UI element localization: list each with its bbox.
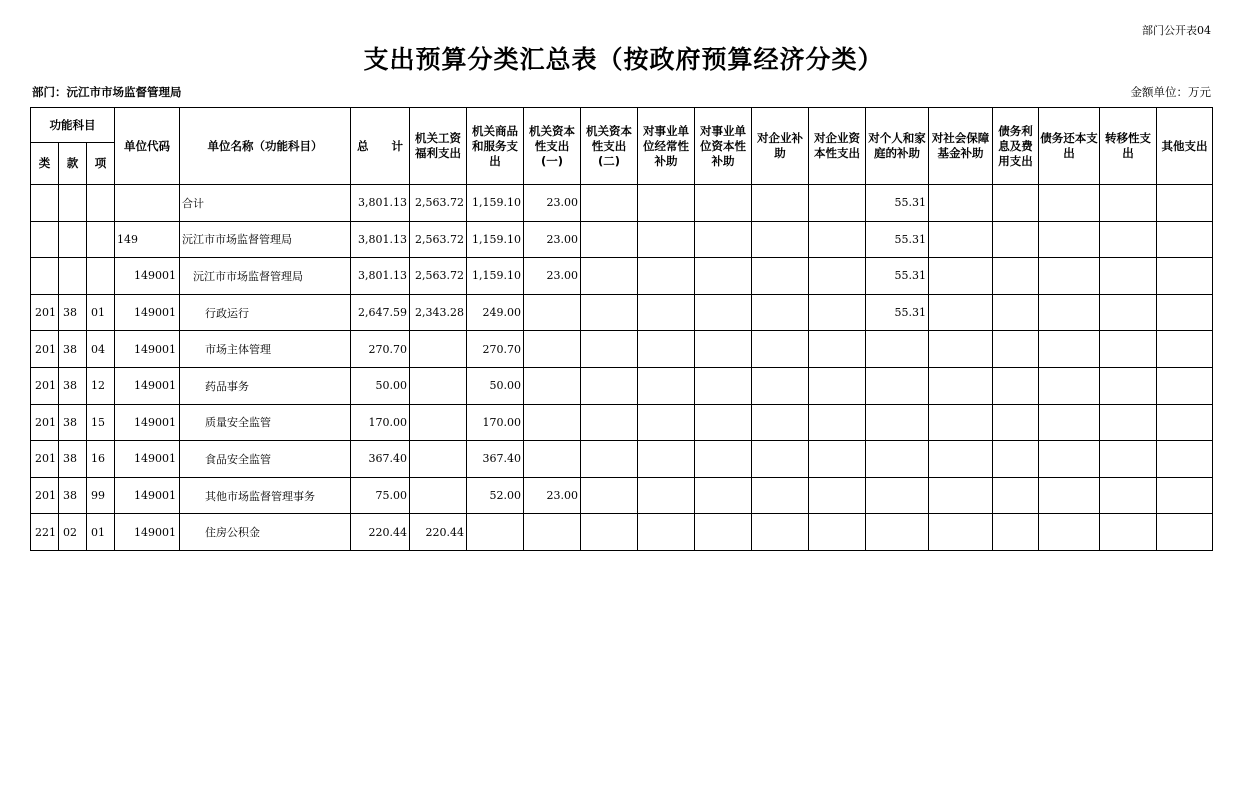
cell-lei: 201: [31, 404, 59, 441]
form-number: 部门公开表04: [1142, 24, 1211, 37]
cell-debt-repay: [1039, 221, 1100, 258]
cell-goods: 50.00: [467, 367, 524, 404]
cell-social: [929, 294, 993, 331]
cell-ent-subsidy: [752, 185, 809, 222]
cell-lei: 201: [31, 367, 59, 404]
cell-unit-code: 149001: [115, 441, 180, 478]
cell-inst-capital: [695, 331, 752, 368]
table-row: [31, 404, 1213, 441]
cell-ent-capital: [809, 367, 866, 404]
cell-debt-interest: [993, 514, 1039, 551]
cell-other: [1157, 258, 1213, 295]
cell-goods: 1,159.10: [467, 258, 524, 295]
cell-capital2: [581, 331, 638, 368]
cell-kuan: 38: [59, 404, 87, 441]
cell-social: [929, 185, 993, 222]
cell-inst-capital: [695, 514, 752, 551]
cell-capital1: [524, 331, 581, 368]
table-row: [31, 514, 1213, 551]
cell-unit-code: 149001: [115, 331, 180, 368]
cell-capital1: [524, 441, 581, 478]
header-goods: 机关商品和服务支出: [467, 108, 524, 185]
cell-debt-interest: [993, 221, 1039, 258]
cell-unit-name: 沅江市市场监督管理局: [180, 258, 351, 295]
cell-debt-repay: [1039, 477, 1100, 514]
cell-debt-interest: [993, 404, 1039, 441]
cell-unit-name: 合计: [180, 185, 351, 222]
cell-unit-name: 食品安全监管: [180, 441, 351, 478]
cell-goods: 367.40: [467, 441, 524, 478]
cell-ent-subsidy: [752, 367, 809, 404]
cell-capital2: [581, 514, 638, 551]
cell-debt-repay: [1039, 367, 1100, 404]
cell-capital2: [581, 367, 638, 404]
cell-capital2: [581, 258, 638, 295]
header-personal: 对个人和家庭的补助: [866, 108, 929, 185]
cell-unit-name: 行政运行: [180, 294, 351, 331]
cell-goods: 1,159.10: [467, 185, 524, 222]
cell-total: 75.00: [351, 477, 410, 514]
cell-inst-operating: [638, 294, 695, 331]
cell-transfer: [1100, 404, 1157, 441]
cell-social: [929, 404, 993, 441]
cell-other: [1157, 185, 1213, 222]
cell-transfer: [1100, 441, 1157, 478]
cell-lei: 201: [31, 331, 59, 368]
header-lei: 类: [31, 143, 59, 185]
cell-unit-code: 149001: [115, 477, 180, 514]
cell-total: 170.00: [351, 404, 410, 441]
cell-kuan: [59, 258, 87, 295]
cell-capital1: [524, 367, 581, 404]
cell-total: 50.00: [351, 367, 410, 404]
cell-social: [929, 477, 993, 514]
cell-personal: 55.31: [866, 294, 929, 331]
cell-unit-code: 149001: [115, 514, 180, 551]
header-transfer: 转移性支出: [1100, 108, 1157, 185]
cell-ent-capital: [809, 404, 866, 441]
cell-ent-subsidy: [752, 441, 809, 478]
cell-lei: [31, 221, 59, 258]
cell-debt-repay: [1039, 185, 1100, 222]
cell-ent-capital: [809, 221, 866, 258]
cell-debt-repay: [1039, 514, 1100, 551]
cell-unit-name: 住房公积金: [180, 514, 351, 551]
cell-inst-operating: [638, 367, 695, 404]
cell-xiang: 16: [87, 441, 115, 478]
cell-debt-interest: [993, 185, 1039, 222]
cell-goods: 52.00: [467, 477, 524, 514]
cell-social: [929, 441, 993, 478]
cell-inst-capital: [695, 367, 752, 404]
cell-ent-subsidy: [752, 514, 809, 551]
cell-kuan: 38: [59, 331, 87, 368]
cell-transfer: [1100, 514, 1157, 551]
cell-kuan: 38: [59, 367, 87, 404]
cell-unit-name: 其他市场监督管理事务: [180, 477, 351, 514]
cell-debt-interest: [993, 441, 1039, 478]
header-social: 对社会保障基金补助: [929, 108, 993, 185]
cell-goods: 270.70: [467, 331, 524, 368]
cell-lei: [31, 185, 59, 222]
header-func-subject: 功能科目: [31, 108, 115, 143]
cell-xiang: 12: [87, 367, 115, 404]
cell-total: 3,801.13: [351, 185, 410, 222]
cell-debt-repay: [1039, 404, 1100, 441]
cell-other: [1157, 331, 1213, 368]
cell-capital2: [581, 185, 638, 222]
cell-ent-capital: [809, 294, 866, 331]
cell-capital2: [581, 294, 638, 331]
cell-total: 367.40: [351, 441, 410, 478]
cell-salary: [410, 441, 467, 478]
cell-salary: 2,343.28: [410, 294, 467, 331]
cell-inst-operating: [638, 221, 695, 258]
cell-ent-capital: [809, 477, 866, 514]
cell-xiang: 99: [87, 477, 115, 514]
cell-inst-operating: [638, 477, 695, 514]
header-unit-code: 单位代码: [115, 108, 180, 185]
cell-xiang: [87, 258, 115, 295]
cell-goods: 1,159.10: [467, 221, 524, 258]
cell-ent-subsidy: [752, 331, 809, 368]
cell-personal: [866, 441, 929, 478]
cell-unit-code: 149001: [115, 404, 180, 441]
header-ent-subsidy: 对企业补助: [752, 108, 809, 185]
cell-kuan: 38: [59, 441, 87, 478]
cell-xiang: [87, 221, 115, 258]
cell-kuan: [59, 185, 87, 222]
cell-unit-code: 149: [115, 221, 180, 258]
cell-debt-interest: [993, 294, 1039, 331]
cell-unit-name: 市场主体管理: [180, 331, 351, 368]
cell-personal: 55.31: [866, 221, 929, 258]
cell-xiang: 01: [87, 514, 115, 551]
cell-personal: [866, 331, 929, 368]
cell-unit-code: 149001: [115, 294, 180, 331]
cell-inst-capital: [695, 221, 752, 258]
cell-ent-subsidy: [752, 258, 809, 295]
cell-total: 3,801.13: [351, 221, 410, 258]
cell-social: [929, 367, 993, 404]
cell-capital1: [524, 404, 581, 441]
cell-personal: [866, 404, 929, 441]
cell-salary: [410, 404, 467, 441]
cell-ent-subsidy: [752, 294, 809, 331]
cell-ent-capital: [809, 331, 866, 368]
cell-unit-name: 沅江市市场监督管理局: [180, 221, 351, 258]
table-row: [31, 294, 1213, 331]
table-row: [31, 221, 1213, 258]
cell-inst-operating: [638, 514, 695, 551]
cell-kuan: 38: [59, 477, 87, 514]
cell-salary: [410, 367, 467, 404]
cell-inst-capital: [695, 185, 752, 222]
cell-inst-operating: [638, 185, 695, 222]
header-capital2: 机关资本性支出(二): [581, 108, 638, 185]
department-label: 部门：沅江市市场监督管理局: [32, 85, 182, 99]
cell-salary: [410, 331, 467, 368]
cell-capital1: 23.00: [524, 258, 581, 295]
cell-goods: 249.00: [467, 294, 524, 331]
table-row: [31, 258, 1213, 295]
cell-social: [929, 331, 993, 368]
cell-xiang: 01: [87, 294, 115, 331]
header-unit-name: 单位名称（功能科目）: [180, 108, 351, 185]
cell-ent-capital: [809, 441, 866, 478]
cell-other: [1157, 367, 1213, 404]
cell-other: [1157, 404, 1213, 441]
cell-personal: [866, 367, 929, 404]
cell-ent-capital: [809, 258, 866, 295]
cell-ent-capital: [809, 514, 866, 551]
table-row: [31, 185, 1213, 222]
header-kuan: 款: [59, 143, 87, 185]
cell-debt-repay: [1039, 331, 1100, 368]
cell-debt-interest: [993, 331, 1039, 368]
header-ent-capital: 对企业资本性支出: [809, 108, 866, 185]
header-other: 其他支出: [1157, 108, 1213, 185]
cell-personal: 55.31: [866, 258, 929, 295]
header-debt-interest: 债务利息及费用支出: [993, 108, 1039, 185]
cell-salary: 2,563.72: [410, 258, 467, 295]
cell-salary: [410, 477, 467, 514]
cell-social: [929, 258, 993, 295]
cell-capital1: [524, 294, 581, 331]
header-inst-operating: 对事业单位经常性补助: [638, 108, 695, 185]
cell-capital1: 23.00: [524, 185, 581, 222]
cell-transfer: [1100, 221, 1157, 258]
cell-inst-operating: [638, 441, 695, 478]
cell-personal: [866, 514, 929, 551]
table-row: [31, 367, 1213, 404]
header-xiang: 项: [87, 143, 115, 185]
cell-ent-subsidy: [752, 221, 809, 258]
cell-other: [1157, 294, 1213, 331]
cell-unit-name: 药品事务: [180, 367, 351, 404]
cell-debt-interest: [993, 367, 1039, 404]
cell-goods: [467, 514, 524, 551]
table-row: [31, 331, 1213, 368]
cell-inst-capital: [695, 441, 752, 478]
cell-unit-code: 149001: [115, 367, 180, 404]
cell-total: 220.44: [351, 514, 410, 551]
header-debt-repay: 债务还本支出: [1039, 108, 1100, 185]
cell-capital1: [524, 514, 581, 551]
cell-capital2: [581, 477, 638, 514]
cell-unit-code: 149001: [115, 258, 180, 295]
amount-unit-label: 金额单位：万元: [1130, 85, 1211, 99]
cell-transfer: [1100, 367, 1157, 404]
cell-transfer: [1100, 185, 1157, 222]
cell-ent-capital: [809, 185, 866, 222]
cell-capital2: [581, 404, 638, 441]
cell-xiang: 04: [87, 331, 115, 368]
cell-unit-code: [115, 185, 180, 222]
cell-inst-capital: [695, 404, 752, 441]
cell-inst-capital: [695, 258, 752, 295]
cell-ent-subsidy: [752, 404, 809, 441]
cell-personal: [866, 477, 929, 514]
cell-inst-operating: [638, 258, 695, 295]
cell-other: [1157, 477, 1213, 514]
header-salary: 机关工资福利支出: [410, 108, 467, 185]
cell-kuan: 02: [59, 514, 87, 551]
cell-ent-subsidy: [752, 477, 809, 514]
cell-other: [1157, 441, 1213, 478]
cell-kuan: 38: [59, 294, 87, 331]
cell-capital1: 23.00: [524, 221, 581, 258]
cell-transfer: [1100, 258, 1157, 295]
budget-table: [30, 107, 1213, 551]
cell-social: [929, 221, 993, 258]
cell-capital1: 23.00: [524, 477, 581, 514]
cell-other: [1157, 514, 1213, 551]
table-row: [31, 441, 1213, 478]
table-body: [31, 185, 1213, 551]
cell-debt-interest: [993, 477, 1039, 514]
cell-inst-operating: [638, 331, 695, 368]
cell-xiang: [87, 185, 115, 222]
cell-kuan: [59, 221, 87, 258]
header-capital1: 机关资本性支出(一): [524, 108, 581, 185]
cell-total: 270.70: [351, 331, 410, 368]
cell-salary: 220.44: [410, 514, 467, 551]
cell-capital2: [581, 221, 638, 258]
cell-total: 2,647.59: [351, 294, 410, 331]
page-title: 支出预算分类汇总表（按政府预算经济分类）: [363, 45, 884, 74]
cell-unit-name: 质量安全监管: [180, 404, 351, 441]
cell-lei: 221: [31, 514, 59, 551]
cell-salary: 2,563.72: [410, 221, 467, 258]
table-row: [31, 477, 1213, 514]
cell-lei: [31, 258, 59, 295]
cell-other: [1157, 221, 1213, 258]
header-inst-capital: 对事业单位资本性补助: [695, 108, 752, 185]
cell-transfer: [1100, 294, 1157, 331]
cell-lei: 201: [31, 441, 59, 478]
cell-inst-capital: [695, 477, 752, 514]
cell-inst-operating: [638, 404, 695, 441]
cell-lei: 201: [31, 294, 59, 331]
cell-personal: 55.31: [866, 185, 929, 222]
cell-debt-repay: [1039, 441, 1100, 478]
cell-lei: 201: [31, 477, 59, 514]
cell-capital2: [581, 441, 638, 478]
cell-transfer: [1100, 331, 1157, 368]
cell-social: [929, 514, 993, 551]
cell-debt-repay: [1039, 294, 1100, 331]
cell-debt-repay: [1039, 258, 1100, 295]
cell-transfer: [1100, 477, 1157, 514]
cell-total: 3,801.13: [351, 258, 410, 295]
cell-goods: 170.00: [467, 404, 524, 441]
cell-salary: 2,563.72: [410, 185, 467, 222]
cell-inst-capital: [695, 294, 752, 331]
cell-xiang: 15: [87, 404, 115, 441]
cell-debt-interest: [993, 258, 1039, 295]
header-total: 总 计: [351, 108, 410, 185]
